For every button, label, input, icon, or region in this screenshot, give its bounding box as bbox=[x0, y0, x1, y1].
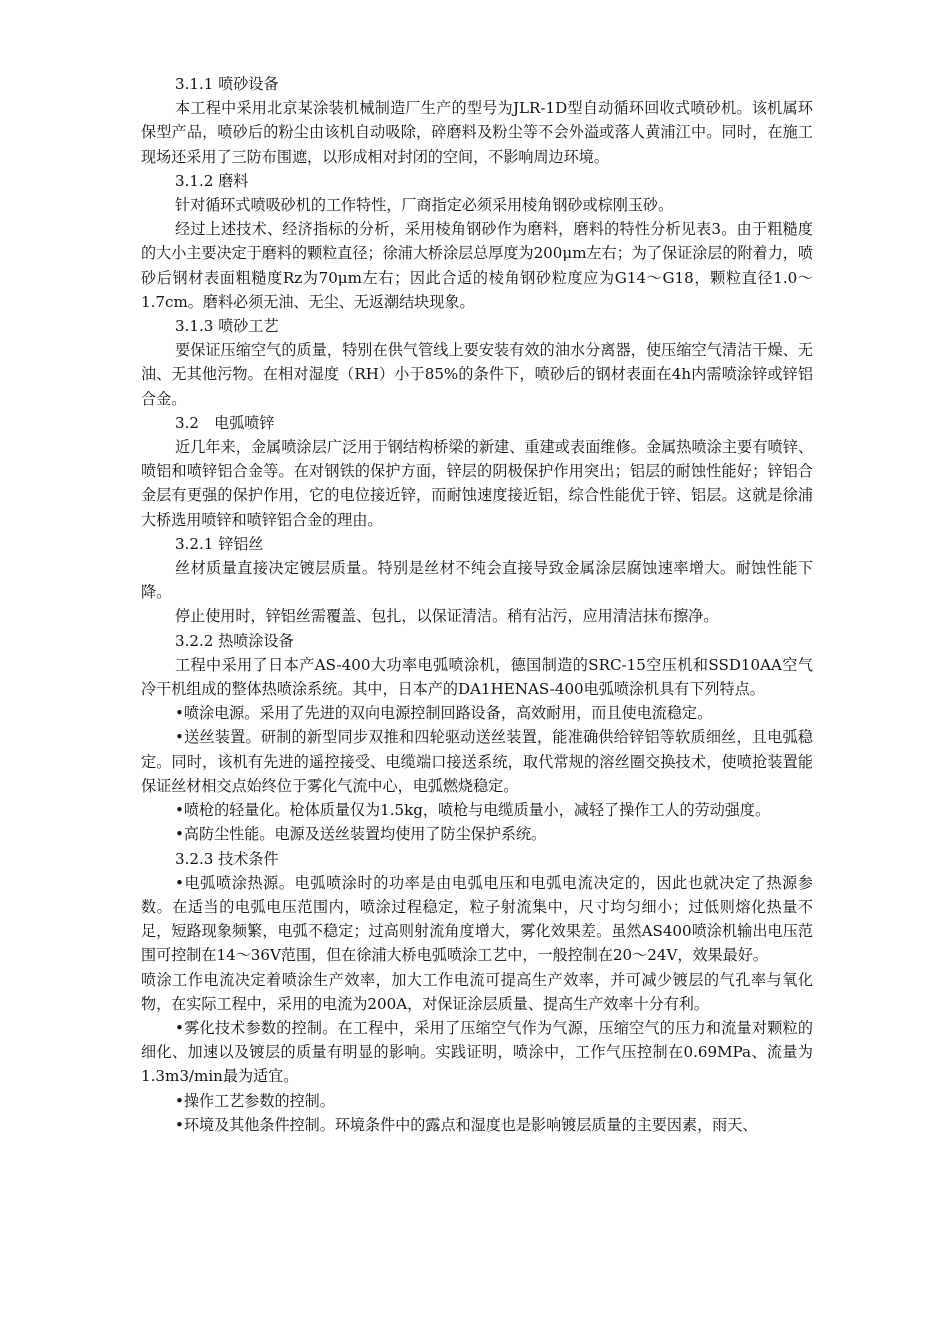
section-heading-3-2-1: 3.2.1 锌铝丝 bbox=[175, 534, 264, 553]
section-heading-3-1-1: 3.1.1 喷砂设备 bbox=[175, 75, 279, 93]
paragraph: 丝材质量直接决定镀层质量。特别是丝材不纯会直接导致金属涂层腐蚀速率增大。耐蚀性能下降。 bbox=[141, 559, 813, 602]
paragraph: 停止使用时，锌铝丝需覆盖、包扎，以保证清洁。稍有沾污，应用清洁抹布擦净。 bbox=[175, 607, 719, 626]
section-heading-3-2-2: 3.2.2 热喷涂设备 bbox=[175, 631, 294, 650]
document-page bbox=[141, 72, 813, 1137]
paragraph: 工程中采用了日本产AS-400大功率电弧喷涂机，德国制造的SRC-15空压机和SSD10AA空气冷干机组成的整体热喷涂系统。其中，日本产的DA1HENAS-400电弧喷涂机具有下列特点。 bbox=[141, 655, 813, 699]
bullet-item: •电弧喷涂热源。电弧喷涂时的功率是由电弧电压和电弧电流决定的，因此也就决定了热源参数。在适当的电弧电压范围内，喷涂过程稳定，粒子射流集中，尺寸均匀细小；过低则熔化热量不足，短路现象频繁，电弧不稳定；过高则射流角度增大，雾化效果差。虽然AS400喷涂机输出电压范围可控制在14～36V范围，但在徐浦大桥电弧喷涂工艺中，一般控制在20～24V，效果最好。 bbox=[141, 873, 813, 965]
section-heading-3-2: 3.2 电弧喷锌 bbox=[175, 413, 275, 432]
paragraph: 要保证压缩空气的质量，特别在供气管线上要安装有效的油水分离器，使压缩空气清洁干燥、无油、无其他污物。在相对湿度（RH）小于85%的条件下，喷砂后的钢材表面在4h内需喷涂锌或锌铝合金。 bbox=[141, 341, 813, 408]
bullet-item: •高防尘性能。电源及送丝装置均使用了防尘保护系统。 bbox=[175, 825, 547, 844]
bullet-item: •喷涂电源。采用了先进的双向电源控制回路设备，高效耐用，而且使电流稳定。 bbox=[175, 704, 713, 723]
paragraph: 喷涂工作电流决定着喷涂生产效率，加大工作电流可提高生产效率，并可减少镀层的气孔率与氧化物，在实际工程中，采用的电流为200A，对保证涂层质量、提高生产效率十分有利。 bbox=[141, 970, 813, 1013]
paragraph: 本工程中采用北京某涂装机械制造厂生产的型号为JLR-1D型自动循环回收式喷砂机。该机属环保型产品，喷砂后的粉尘由该机自动吸除，碎磨料及粉尘等不会外溢或落人黄浦江中。同时，在施工现场还采用了三防布围遮，以形成相对封闭的空间，不影响周边环境。 bbox=[141, 99, 813, 166]
paragraph: 近几年来，金属喷涂层广泛用于钢结构桥梁的新建、重建或表面维修。金属热喷涂主要有喷锌、喷铝和喷锌铝合金等。在对钢铁的保护方面，锌层的阴极保护作用突出；铝层的耐蚀性能好；锌铝合金层有更强的保护作用，它的电位接近锌，而耐蚀速度接近铝，综合性能优于锌、铝层。这就是徐浦大桥选用喷锌和喷锌铝合金的理由。 bbox=[141, 438, 813, 529]
bullet-item: •喷枪的轻量化。枪体质量仅为1.5kg，喷枪与电缆质量小，减轻了操作工人的劳动强度。 bbox=[175, 801, 771, 820]
bullet-item: •环境及其他条件控制。环境条件中的露点和湿度也是影响镀层质量的主要因素，雨天、 bbox=[175, 1115, 758, 1134]
paragraph: 经过上述技术、经济指标的分析，采用棱角钢砂作为磨料，磨料的特性分析见表3。由于粗糙度的大小主要决定于磨料的颗粒直径；徐浦大桥涂层总厚度为200μm左右；为了保证涂层的附着力，喷砂后钢材表面粗糙度Rz为70μm左右；因此合适的棱角钢砂粒度应为G14～G18，颗粒直径1.0～1.7cm。磨料必须无油、无尘、无返潮结块现象。 bbox=[141, 220, 813, 311]
bullet-item: •送丝装置。研制的新型同步双推和四轮驱动送丝装置，能准确供给锌铝等软质细丝，且电弧稳定。同时，该机有先进的遥控接受、电缆端口接送系统，取代常规的溶丝圈交换技术，使喷抢装置能保证丝材相交点始终位于雾化气流中心，电弧燃烧稳定。 bbox=[141, 728, 813, 795]
paragraph: 针对循环式喷吸砂机的工作特性，厂商指定必须采用棱角钢砂或棕刚玉砂。 bbox=[175, 196, 674, 215]
section-heading-3-1-3: 3.1.3 喷砂工艺 bbox=[175, 317, 279, 336]
bullet-item: •操作工艺参数的控制。 bbox=[175, 1091, 335, 1110]
bullet-item: •雾化技术参数的控制。在工程中，采用了压缩空气作为气源，压缩空气的压力和流量对颗粒的细化、加速以及镀层的质量有明显的影响。实践证明，喷涂中，工作气压控制在0.69MPa、流量为1.3m3/min最为适宜。 bbox=[141, 1018, 813, 1086]
section-heading-3-1-2: 3.1.2 磨料 bbox=[175, 171, 249, 190]
section-heading-3-2-3: 3.2.3 技术条件 bbox=[175, 849, 279, 868]
